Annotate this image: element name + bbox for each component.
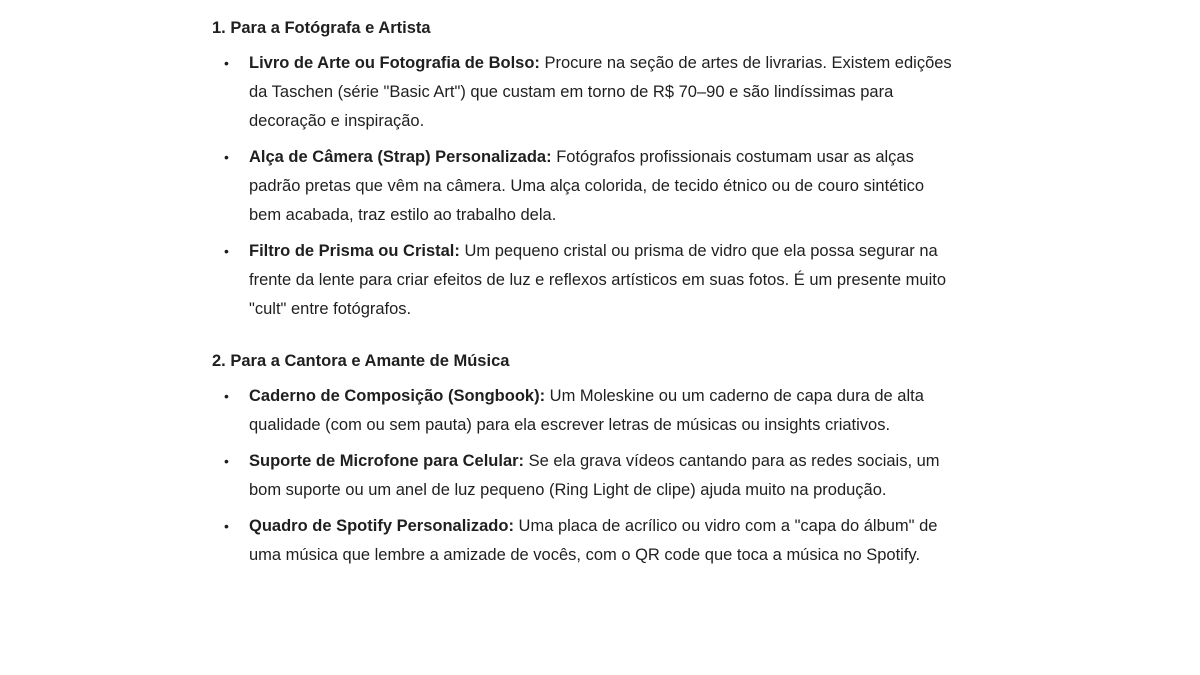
list-item [212,447,952,505]
list-item [212,237,952,324]
list-item [212,49,952,136]
item-title: Caderno de Composição (Songbook): [249,387,546,405]
list-item [212,143,952,230]
photographer-gift-list [212,49,952,324]
item-title: Filtro de Prisma ou Cristal: [249,242,460,260]
item-text: Uma placa de acrílico ou vidro com a "capa do álbum" de uma música que lembre a amizade de vocês, com o QR code que toca a música no Spotify. [249,517,938,564]
bullet-icon: • [224,518,229,534]
singer-gift-list [212,382,952,570]
response-content [212,16,952,570]
item-title: Livro de Arte ou Fotografia de Bolso: [249,54,540,72]
list-item [212,382,952,440]
item-text: Um Moleskine ou um caderno de capa dura de alta qualidade (com ou sem pauta) para ela escrever letras de músicas ou insights criativos. [249,387,924,434]
bullet-icon: • [224,243,229,259]
bullet-icon: • [224,55,229,71]
bullet-icon: • [224,388,229,404]
bullet-icon: • [224,453,229,469]
section-heading-singer: 2. Para a Cantora e Amante de Música [212,352,510,370]
bullet-icon: • [224,149,229,165]
item-title: Quadro de Spotify Personalizado: [249,517,514,535]
item-text: Um pequeno cristal ou prisma de vidro que ela possa segurar na frente da lente para criar efeitos de luz e reflexos artísticos em suas fotos. É um presente muito "cult" entre fotógrafos. [249,242,947,318]
item-text: Procure na seção de artes de livrarias. Existem edições da Taschen (série "Basic Art") que custam em torno de R$ 70–90 e são lindíssimas para decoração e inspiração. [249,54,952,130]
item-text: Se ela grava vídeos cantando para as redes sociais, um bom suporte ou um anel de luz pequeno (Ring Light de clipe) ajuda muito na produção. [249,452,940,499]
section-heading-photographer: 1. Para a Fotógrafa e Artista [212,19,431,37]
list-item [212,512,952,570]
item-text: Fotógrafos profissionais costumam usar as alças padrão pretas que vêm na câmera. Uma alça colorida, de tecido étnico ou de couro sintético bem acabada, traz estilo ao trabalho dela. [249,148,925,224]
item-title: Alça de Câmera (Strap) Personalizada: [249,148,552,166]
item-title: Suporte de Microfone para Celular: [249,452,525,470]
